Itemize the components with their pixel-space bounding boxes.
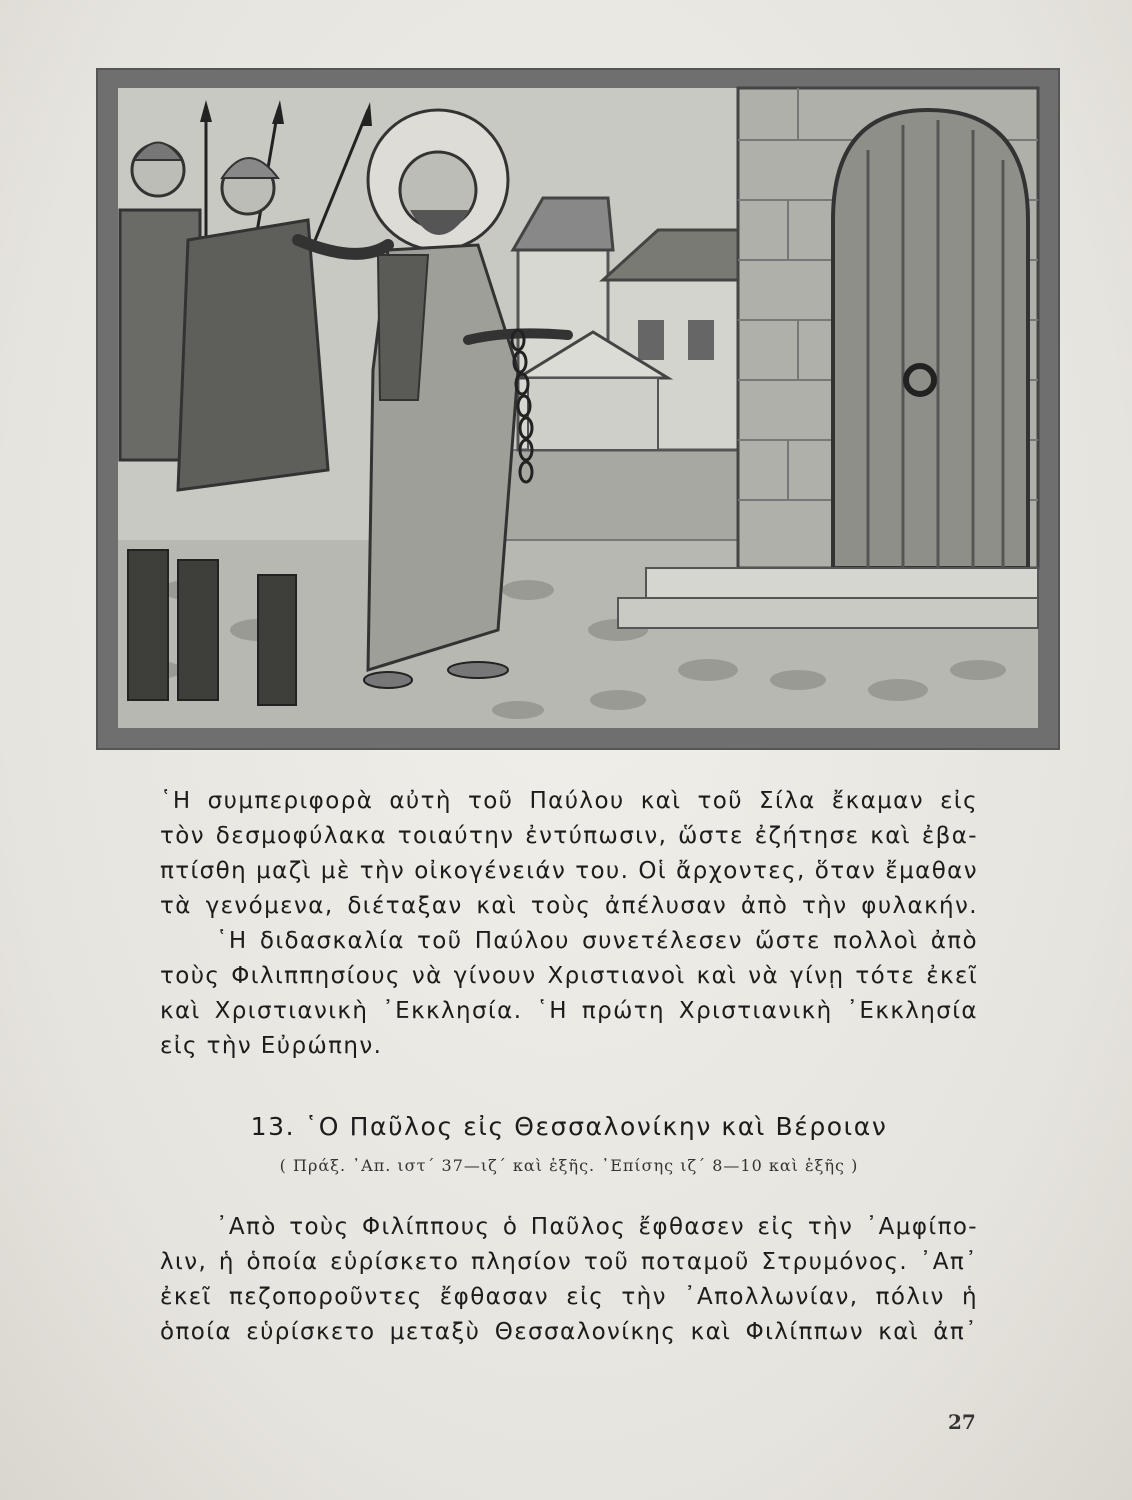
scripture-reference: ( Πράξ. ᾿Απ. ιστ΄ 37—ιζ΄ καὶ ἑξῆς. ᾿Επίσης ιζ΄ 8—10 καὶ ἑξῆς ) [279,1156,859,1175]
paragraph-1 [160,784,978,1064]
text-line: λιν, ἡ ὁποία εὑρίσκετο πλησίον τοῦ ποταμοῦ Στρυμόνος. ᾿Απ᾿ [160,1249,978,1275]
text-line: τοὺς Φιλιππησίους νὰ γίνουν Χριστιανοὶ καὶ νὰ γίνῃ τότε ἐκεῖ [160,963,978,989]
text-line: ᾿Απὸ τοὺς Φιλίππους ὁ Παῦλος ἔφθασεν εἰς τὴν ᾿Αμφίπο- [216,1214,978,1240]
text-line: ῾Η συμπεριφορὰ αὐτὴ τοῦ Παύλου καὶ τοῦ Σίλα ἔκαμαν εἰς [160,788,978,814]
text-line: ἐκεῖ πεζοποροῦντες ἔφθασαν εἰς τὴν ᾿Απολλωνίαν, πόλιν ἡ [160,1284,978,1310]
saint-paul-prison-illustration [98,70,1058,748]
text-line: ῾Η διδασκαλία τοῦ Παύλου συνετέλεσεν ὥστε πολλοὶ ἀπὸ [216,928,978,954]
text-line: τὸν δεσμοφύλακα τοιαύτην ἐντύπωσιν, ὥστε ἐζήτησε καὶ ἐβα- [160,823,978,849]
text-line: εἰς τὴν Εὐρώπην. [160,1033,383,1059]
section-heading: 13. ῾Ο Παῦλος εἰς Θεσσαλονίκην καὶ Βέροιαν [250,1112,888,1141]
text-line: πτίσθη μαζὶ μὲ τὴν οἰκογένειάν του. Οἱ ἄρχοντες, ὅταν ἔμαθαν [160,858,978,884]
paragraph-3 [160,1210,978,1350]
illustration-frame [98,70,1058,748]
text-line: τὰ γενόμενα, διέταξαν καὶ τοὺς ἀπέλυσαν ἀπὸ τὴν φυλακήν. [160,893,978,919]
text-line: ὁποία εὑρίσκετο μεταξὺ Θεσσαλονίκης καὶ Φιλίππων καὶ ἀπ᾿ [160,1319,978,1345]
text-line: καὶ Χριστιανικὴ ᾿Εκκλησία. ῾Η πρώτη Χριστιανικὴ ᾿Εκκλησία [160,998,978,1024]
page-number: 27 [948,1410,976,1434]
